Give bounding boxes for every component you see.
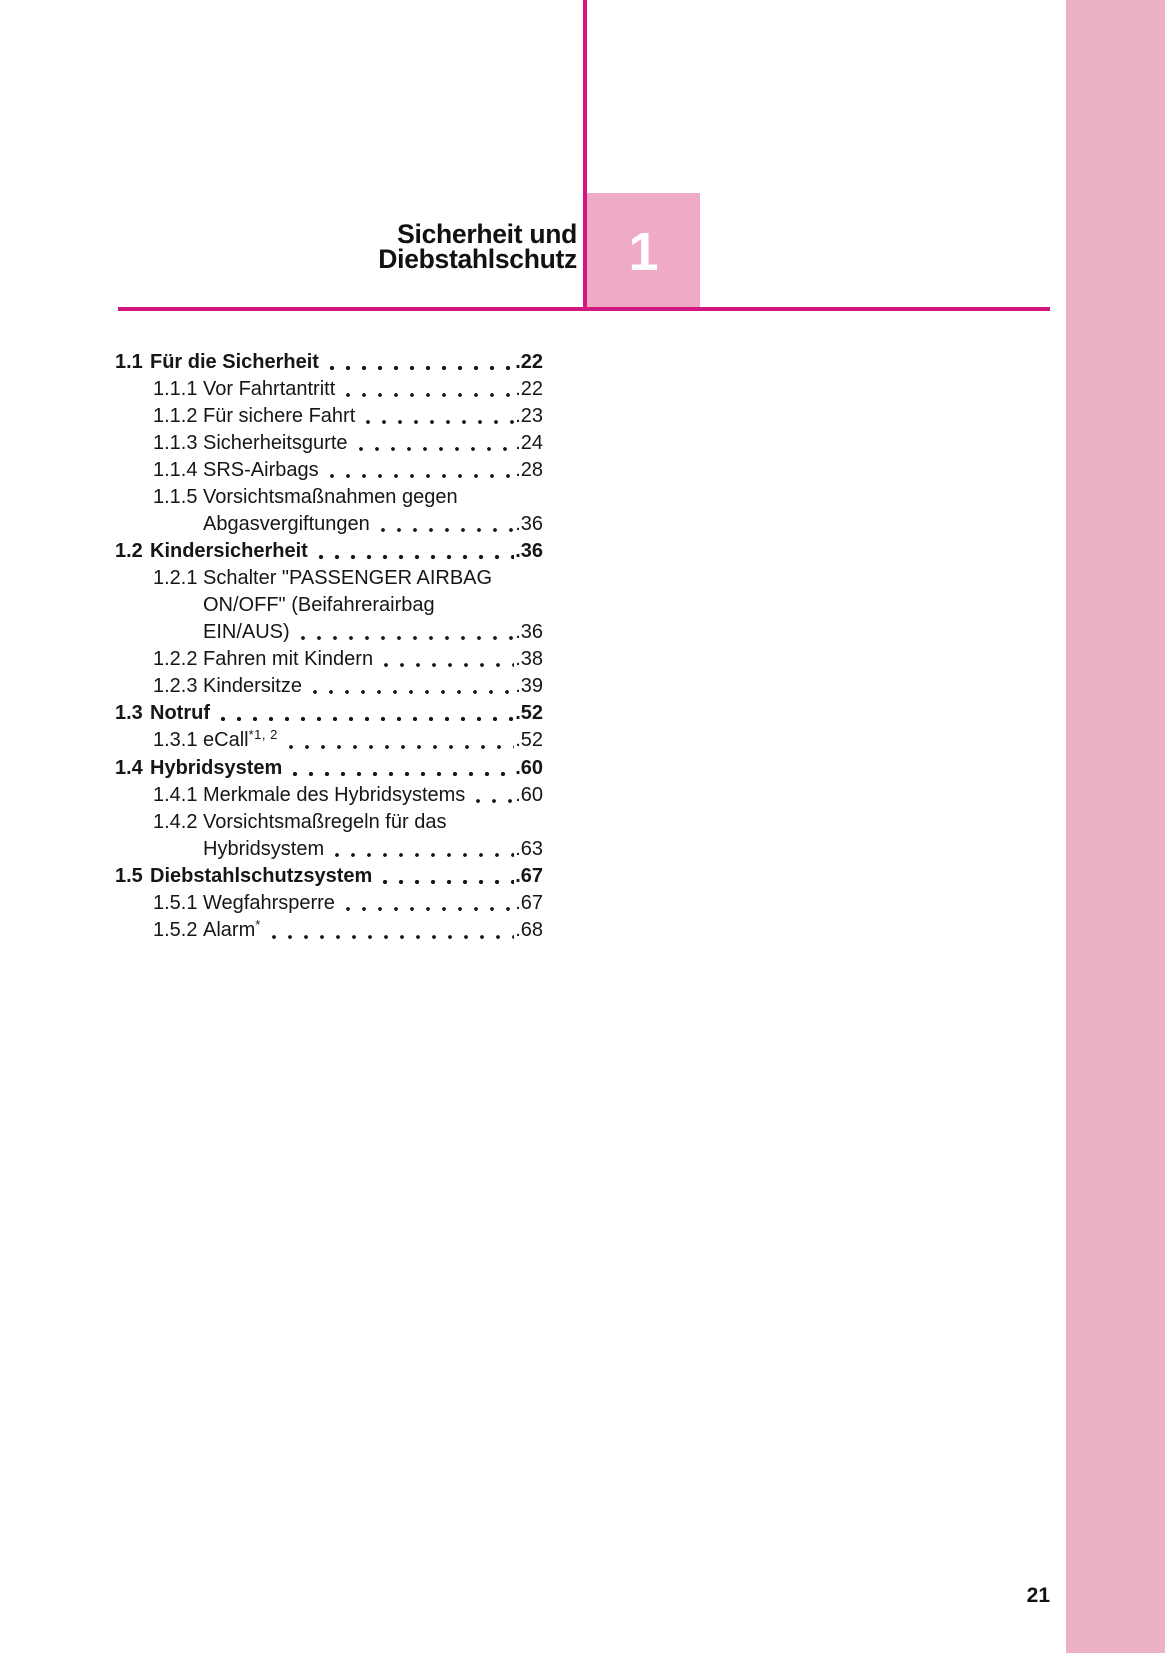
toc-entry-footnote-marker: * <box>255 917 261 932</box>
chapter-title-line1: Sicherheit und <box>397 219 577 249</box>
toc-entry-line <box>115 755 543 782</box>
toc-entry-line <box>115 863 543 890</box>
toc-dot-leader <box>287 755 514 782</box>
toc-entry-line <box>115 592 543 619</box>
toc-entry-line <box>115 619 543 646</box>
toc-entry-line <box>115 484 543 511</box>
toc-entry-label: Vor Fahrtantritt <box>203 378 336 400</box>
toc-entry-number: 1.1.5 <box>153 486 198 508</box>
toc-entry-label: EIN/AUS) <box>203 621 290 643</box>
right-sidebar-band <box>1066 0 1165 1653</box>
toc-entry-page: .22 <box>515 351 543 373</box>
toc-entry-line <box>115 782 543 809</box>
toc-entry-number: 1.2.1 <box>153 567 198 589</box>
toc-entry-label: Alarm <box>203 919 256 941</box>
toc-dot-leader <box>266 917 514 945</box>
toc-entry-number: 1.3.1 <box>153 729 198 751</box>
toc-entry-line <box>115 511 543 538</box>
toc-entry-page: .24 <box>515 432 543 454</box>
toc-entry-number: 1.1 <box>115 351 143 373</box>
toc-entry-number: 1.1.1 <box>153 378 198 400</box>
toc-entry-number: 1.4.1 <box>153 784 198 806</box>
toc-entry-line <box>115 809 543 836</box>
toc-entry-number: 1.3 <box>115 702 143 724</box>
toc-entry-page: .60 <box>515 757 543 779</box>
toc-entry-number: 1.1.3 <box>153 432 198 454</box>
toc-entry-number: 1.2.2 <box>153 648 198 670</box>
toc-entry-number: 1.5.2 <box>153 919 198 941</box>
toc-entry-number: 1.4.2 <box>153 811 198 833</box>
toc-entry-page: .36 <box>515 540 543 562</box>
toc-entry-line <box>115 700 543 727</box>
toc-entry-page: .52 <box>515 729 543 751</box>
toc-entry-number: 1.1.4 <box>153 459 198 481</box>
toc-dot-leader <box>340 376 514 403</box>
toc-dot-leader <box>324 457 515 484</box>
toc-entry-page: .39 <box>515 675 543 697</box>
toc-entry-label: Für die Sicherheit <box>150 351 319 373</box>
toc-dot-leader <box>353 430 515 457</box>
toc-dot-leader <box>295 619 515 646</box>
toc-entry-label: eCall <box>203 729 249 751</box>
toc-entry-label: Kindersitze <box>203 675 302 697</box>
toc-dot-leader <box>378 646 514 673</box>
toc-entry-label: Hybridsystem <box>150 757 283 779</box>
toc-entry-line <box>115 890 543 917</box>
toc-entry-label: SRS-Airbags <box>203 459 319 481</box>
toc-entry-label: Wegfahrsperre <box>203 892 335 914</box>
chapter-title <box>378 219 577 274</box>
toc-dot-leader <box>470 782 514 809</box>
toc-entry-page: .38 <box>515 648 543 670</box>
toc-entry-label: Merkmale des Hybridsystems <box>203 784 466 806</box>
toc-entry-page: .23 <box>515 405 543 427</box>
toc-entry-label: Sicherheitsgurte <box>203 432 348 454</box>
toc-dot-leader <box>360 403 514 430</box>
toc-entry-label: Diebstahlschutzsystem <box>150 865 373 887</box>
toc-entry-line <box>115 403 543 430</box>
toc-entry-page: .60 <box>515 784 543 806</box>
toc-entry-line <box>115 430 543 457</box>
toc-entry-label: Abgasvergiftungen <box>203 513 370 535</box>
toc-entry-line <box>115 917 543 945</box>
toc-entry-label: Vorsichtsmaßnahmen gegen <box>203 486 458 508</box>
toc-entry-label: ON/OFF" (Beifahrerairbag <box>203 594 435 616</box>
toc-entry-label: Fahren mit Kindern <box>203 648 374 670</box>
toc-entry-number: 1.4 <box>115 757 143 779</box>
toc-entry-page: .52 <box>515 702 543 724</box>
toc-dot-leader <box>329 836 514 863</box>
toc-entry-label: Schalter "PASSENGER AIRBAG <box>203 567 493 589</box>
toc-entry-line <box>115 457 543 484</box>
toc-entry-line <box>115 565 543 592</box>
toc-entry-line <box>115 836 543 863</box>
chapter-number: 1 <box>628 221 659 282</box>
toc-dot-leader <box>283 727 514 755</box>
toc-entry-footnote-marker: *1, 2 <box>248 727 278 742</box>
toc-entry-page: .67 <box>515 892 543 914</box>
toc-entry-line <box>115 538 543 565</box>
toc-dot-leader <box>324 349 514 376</box>
toc-dot-leader <box>340 890 514 917</box>
toc-entry-page: .22 <box>515 378 543 400</box>
toc-entry-label: Notruf <box>150 702 210 724</box>
toc-entry-page: .63 <box>515 838 543 860</box>
toc-entry-line <box>115 349 543 376</box>
toc-entry-page: .68 <box>515 919 543 941</box>
toc-entry-label: Kindersicherheit <box>150 540 308 562</box>
toc-entry-number: 1.5.1 <box>153 892 198 914</box>
toc-dot-leader <box>307 673 514 700</box>
toc-entry-page: .36 <box>515 513 543 535</box>
chapter-title-line2: Diebstahlschutz <box>378 244 577 274</box>
toc-entry-number: 1.1.2 <box>153 405 198 427</box>
toc-dot-leader <box>375 511 514 538</box>
toc-entry-page: .67 <box>515 865 543 887</box>
table-of-contents <box>115 349 543 945</box>
toc-entry-number: 1.2 <box>115 540 143 562</box>
toc-entry-page: .36 <box>515 621 543 643</box>
toc-entry-line <box>115 376 543 403</box>
toc-entry-line <box>115 673 543 700</box>
toc-entry-number: 1.5 <box>115 865 143 887</box>
toc-dot-leader <box>313 538 514 565</box>
toc-dot-leader <box>377 863 514 890</box>
toc-entry-page: .28 <box>515 459 543 481</box>
toc-entry-label: Hybridsystem <box>203 838 325 860</box>
toc-entry-number: 1.2.3 <box>153 675 198 697</box>
header-horizontal-rule <box>118 307 1050 311</box>
toc-entry-line <box>115 646 543 673</box>
toc-entry-label: Vorsichtsmaßregeln für das <box>203 811 447 833</box>
chapter-number-box <box>587 193 700 310</box>
toc-entry-label: Für sichere Fahrt <box>203 405 356 427</box>
page-number: 21 <box>1026 1584 1050 1607</box>
toc-entry-line <box>115 727 543 755</box>
